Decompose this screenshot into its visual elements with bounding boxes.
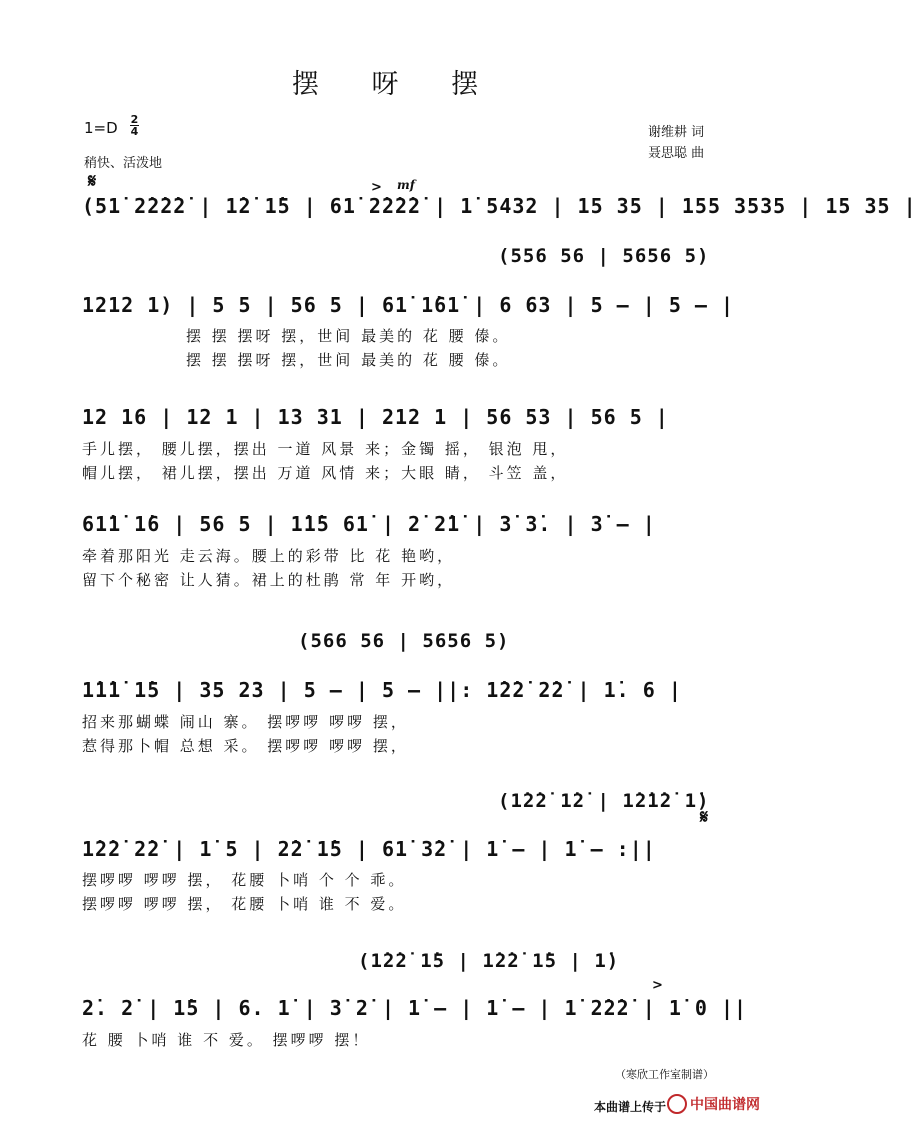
lyricist-credit: 谢维耕 词 [648,125,705,140]
notation-line: 1̇2̇2̇ 2̇2̇ | 1̇ 5 | 2̇2̇ 1̇5 | 61̇ 3̇2̇ | 1̇ – | 1̇ – :|| [82,837,656,861]
lyric-verse-2: 惹得那卜帽 总想 采。 摆啰啰 啰啰 摆， [82,737,409,755]
notation-line: (51̇ 2̇2̇2̇2̇ | 1̇2̇ 1̇5 | 61̇ 2̇2̇2̇2̇ | 1̇ 5432 | 15 35 | 155 3535 | 15 35 | [82,194,917,218]
interlude-notation: (1̇2̇2̇ 1̇5 | 1̇2̇2̇ 1̇5 | 1̇) [358,950,620,972]
accent-mark-end: > [652,978,663,993]
upload-caption: 本曲谱上传于 [593,1100,666,1114]
lyric-verse-2: 摆 摆 摆呀 摆，世间 最美的 花 腰 傣。 [186,351,511,369]
lyric-verse-1: 摆 摆 摆呀 摆，世间 最美的 花 腰 傣。 [186,327,511,345]
time-signature-bottom: 4 [130,125,139,138]
notation-line: 1212 1) | 5 5 | 56 5 | 61̇ 1̇61̇ | 6 63 | 5 – | 5 – | [82,293,735,317]
lyric-verse-1: 摆啰啰 啰啰 摆， 花腰 卜哨 个 个 乖。 [82,871,407,889]
page-title: 摆 呀 摆 [291,69,501,100]
interlude-notation: (1̇2̇2̇ 1̇2̇ | 1̇2̇1̇2̇ 1̇) [498,790,710,812]
time-signature [130,114,139,137]
lyric-verse-1: 牵着那阳光 走云海。腰上的彩带 比 花 艳哟， [82,547,456,565]
key-signature: 1=D [84,119,118,137]
site-logo-text: 中国曲谱网 [690,1097,760,1113]
tempo-marking: 稍快、活泼地 [84,156,163,171]
lyric-verse-2: 帽儿摆， 裙儿摆，摆出 万道 风情 来；大眼 睛， 斗笠 盖， [82,464,569,482]
interlude-notation: (566 56 | 5656 5) [298,630,510,652]
lyric-verse-1: 招来那蝴蝶 闹山 寨。 摆啰啰 啰啰 摆， [82,713,409,731]
segno-sign-end: 𝄋 [700,806,709,828]
site-logo-icon [667,1094,687,1114]
notation-line: 2̇. 2̇ | 1̇5 | 6. 1̇ | 3̇ 2̇ | 1̇ – | 1̇ – | 1̇ 2̇2̇2̇ | 1̇ 0 || [82,996,748,1020]
dynamic-marking: mf [397,178,415,192]
lyric-verse-1: 手儿摆， 腰儿摆，摆出 一道 风景 来；金镯 摇， 银泡 甩， [82,440,569,458]
lyric-verse-2: 摆啰啰 啰啰 摆， 花腰 卜哨 谁 不 爱。 [82,895,407,913]
site-logo[interactable] [667,1094,760,1115]
notation-line: 1̇1̇1̇ 1̇5 | 35 23 | 5 – | 5 – ||: 1̇2̇2̇ 2̇2̇ | 1̇. 6 | [82,678,682,702]
accent-mark: > [371,180,382,195]
lyric-verse-2: 留下个秘密 让人猜。裙上的杜鹃 常 年 开哟， [82,571,456,589]
interlude-notation: (556 56 | 5656 5) [498,245,710,267]
time-signature-top: 2 [130,113,139,126]
engraver-credit: （寒欣工作室制谱） [615,1068,714,1081]
composer-credit: 聂思聪 曲 [648,146,705,161]
lyric-verse-1: 花 腰 卜哨 谁 不 爱。 摆啰啰 摆！ [82,1031,371,1049]
segno-sign: 𝄋 [88,170,97,192]
notation-line: 12 16 | 12 1 | 13 31 | 212 1 | 56 53 | 56 5 | [82,405,669,429]
notation-line: 61̇1̇ 1̇6 | 56 5 | 1̇1̇5 61̇ | 2̇ 2̇1̇ | 3̇ 3̇. | 3̇ – | [82,512,656,536]
